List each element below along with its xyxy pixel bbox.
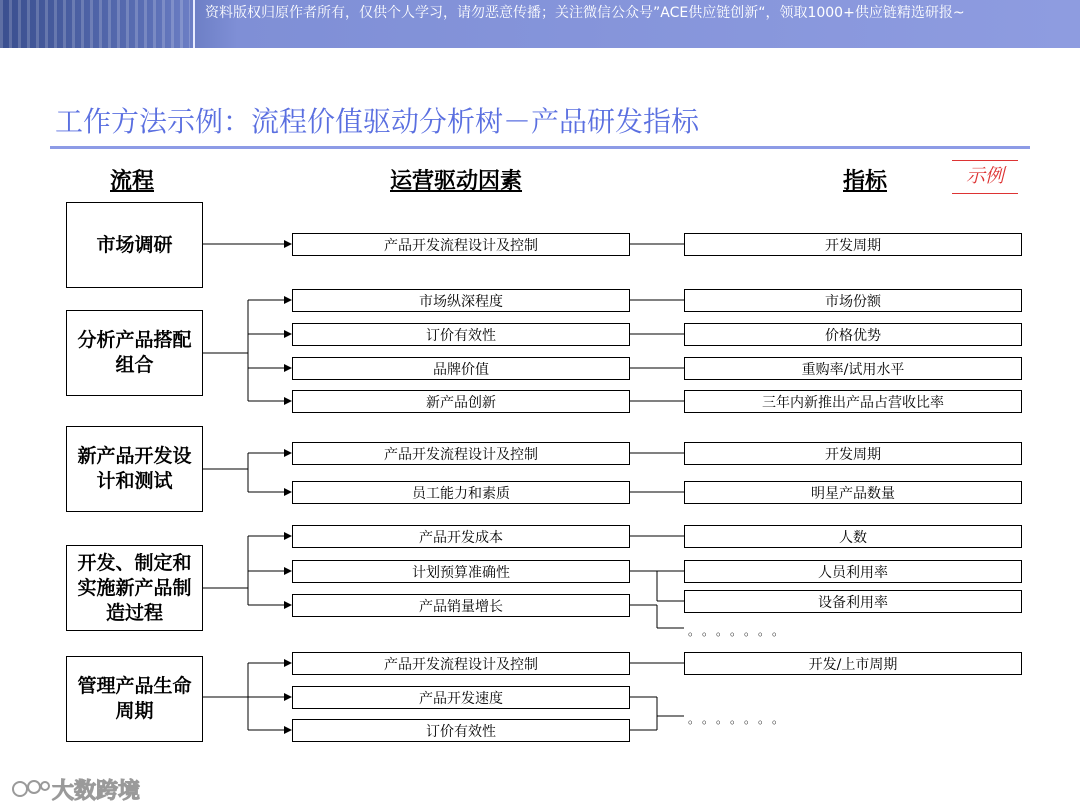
- metric-box: 明星产品数量: [684, 481, 1022, 504]
- process-label: 管理产品生命周期: [77, 675, 192, 722]
- metric-box: 开发周期: [684, 442, 1022, 465]
- driver-box: 新产品创新: [292, 390, 630, 413]
- driver-box: 市场纵深程度: [292, 289, 630, 312]
- column-header-metrics: 指标: [843, 168, 888, 194]
- process-box-new-product-design: [66, 426, 203, 512]
- example-label: 示例: [965, 165, 1004, 187]
- banner-text: 资料版权归原作者所有，仅供个人学习，请勿恶意传播；关注微信公众号”ACE供应链创新“，领取1000+供应链精选研报~: [205, 5, 965, 21]
- column-header-process: 流程: [110, 168, 155, 194]
- driver-box: 品牌价值: [292, 357, 630, 380]
- metric-box: 价格优势: [684, 323, 1022, 346]
- driver-box: 计划预算准确性: [292, 560, 630, 583]
- driver-box: 产品开发流程设计及控制: [292, 652, 630, 675]
- metric-box: 人数: [684, 525, 1022, 548]
- page-title: 工作方法示例：流程价值驱动分析树－产品研发指标: [55, 105, 700, 138]
- driver-box: 产品开发流程设计及控制: [292, 233, 630, 256]
- process-label: 分析产品搭配组合: [77, 329, 192, 376]
- metric-box: 开发周期: [684, 233, 1022, 256]
- metric-box: 人员利用率: [684, 560, 1022, 583]
- process-box-market-research: [66, 202, 203, 288]
- more-metrics-ellipsis: 。。。。。。。: [688, 712, 793, 726]
- driver-box: 订价有效性: [292, 719, 630, 742]
- process-label: 市场调研: [96, 233, 173, 256]
- driver-box: 订价有效性: [292, 323, 630, 346]
- metric-box: 市场份额: [684, 289, 1022, 312]
- more-metrics-ellipsis: 。。。。。。。: [688, 624, 793, 638]
- driver-box: 产品开发成本: [292, 525, 630, 548]
- metric-box: 设备利用率: [684, 590, 1022, 613]
- process-box-product-portfolio: [66, 310, 203, 396]
- metric-box: 三年内新推出产品占营收比率: [684, 390, 1022, 413]
- driver-metric-links: [630, 244, 684, 730]
- watermark-logo-icon: [10, 776, 50, 802]
- driver-box: 产品销量增长: [292, 594, 630, 617]
- driver-box: 员工能力和素质: [292, 481, 630, 504]
- process-box-lifecycle: [66, 656, 203, 742]
- watermark-text: 大数跨境: [52, 779, 141, 804]
- metric-box: 开发/上市周期: [684, 652, 1022, 675]
- driver-box: 产品开发流程设计及控制: [292, 442, 630, 465]
- metric-box: 重购率/试用水平: [684, 357, 1022, 380]
- process-label: 开发、制定和实施新产品制造过程: [77, 551, 192, 624]
- driver-box: 产品开发速度: [292, 686, 630, 709]
- process-box-manufacturing-process: [66, 545, 203, 631]
- column-header-drivers: 运营驱动因素: [390, 168, 523, 194]
- process-label: 新产品开发设计和测试: [77, 445, 192, 492]
